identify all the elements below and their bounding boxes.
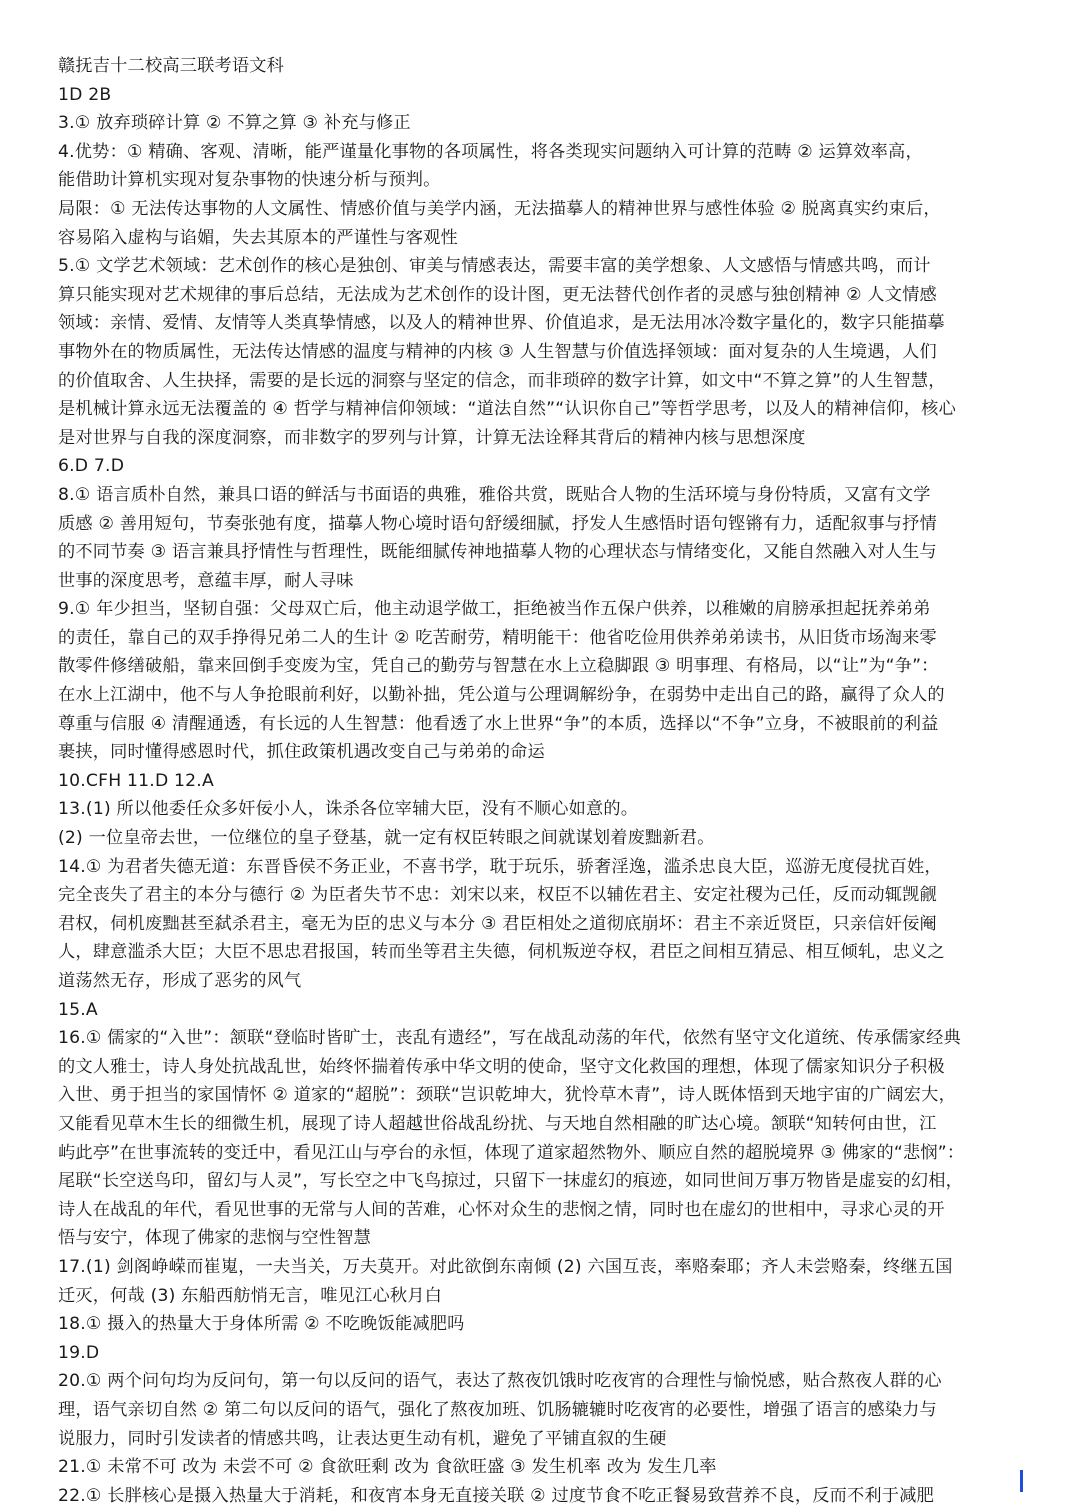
answer-line: 理，语气亲切自然 ② 第二句以反问的语气，强化了熬夜加班、饥肠辘辘时吃夜宵的必要性，增强了语言的感染力与 xyxy=(58,1399,937,1420)
answer-line: 世事的深度思考，意蕴丰厚，耐人寻味 xyxy=(58,570,354,591)
answer-line: 17.(1) 剑阁峥嵘而崔嵬，一夫当关，万夫莫开。对此欲倒东南倾 (2) 六国互丧，率赂秦耶；齐人未尝赂秦，终继五国 xyxy=(58,1256,953,1277)
answer-line: 10.CFH 11.D 12.A xyxy=(58,770,214,791)
answer-line: 容易陷入虚构与谄媚，失去其原本的严谨性与客观性 xyxy=(58,227,458,248)
answer-line: 散零件修缮破船，靠来回倒手变废为宝，凭自己的勤劳与智慧在水上立稳脚跟 ③ 明事理、有格局，以“让”为“争”： xyxy=(58,656,939,677)
answer-line: 完全丧失了君主的本分与德行 ② 为臣者失节不忠：刘宋以来，权臣不以辅佐君主、安定社稷为己任，反而动辄觊觎 xyxy=(58,885,937,906)
answer-line: 的价值取舍、人生抉择，需要的是长远的洞察与坚定的信念，而非琐碎的数字计算，如文中“不算之算”的人生智慧， xyxy=(58,370,946,391)
answer-line: 15.A xyxy=(58,999,98,1020)
answer-line: 君权，伺机废黜甚至弑杀君主，毫无为臣的忠义与本分 ③ 君臣相处之道彻底崩坏：君主不亲近贤臣，只亲信奸佞阉 xyxy=(58,913,937,934)
answer-line: 5.① 文学艺术领域：艺术创作的核心是独创、审美与情感表达，需要丰富的美学想象、人文感悟与情感共鸣，而计 xyxy=(58,256,931,277)
document-title: 赣抚吉十二校高三联考语文科 xyxy=(58,56,285,76)
answer-line: 又能看见草木生长的细微生机，展现了诗人超越世俗战乱纷扰、与天地自然相融的旷达心境。颔联“知转何由世，江 xyxy=(58,1113,937,1134)
answer-line: 在水上江湖中，他不与人争抢眼前利好，以勤补拙，凭公道与公理调解纷争，在弱势中走出自己的路，赢得了众人的 xyxy=(58,685,945,706)
answer-line: 说服力，同时引发读者的情感共鸣，让表达更生动有机，避免了平铺直叙的生硬 xyxy=(58,1428,667,1449)
answer-line: 8.① 语言质朴自然，兼具口语的鲜活与书面语的典雅，雅俗共赏，既贴合人物的生活环境与身份特质，又富有文学 xyxy=(58,484,931,505)
answer-line: 22.① 长胖核心是摄入热量大于消耗，和夜宵本身无直接关联 ② 过度节食不吃正餐易致营养不良，反而不利于减肥 xyxy=(58,1485,934,1506)
answer-line: 局限：① 无法传达事物的人文属性、情感价值与美学内涵，无法描摹人的精神世界与感性体验 ② 脱离真实约束后， xyxy=(58,198,941,219)
answer-line: 屿此亭”在世事流转的变迁中，看见江山与亭台的永恒，体现了道家超然物外、顺应自然的超脱境界 ③ 佛家的“悲悯”： xyxy=(58,1142,965,1163)
answer-line: 的不同节奏 ③ 语言兼具抒情性与哲理性，既能细腻传神地描摹人物的心理状态与情绪变化，又能自然融入对人生与 xyxy=(58,542,937,563)
answer-line: 道荡然无存，形成了恶劣的风气 xyxy=(58,971,302,991)
answer-line: 的责任，靠自己的双手挣得兄弟二人的生计 ② 吃苦耐劳，精明能干：他省吃俭用供养弟弟读书，从旧货市场淘来零 xyxy=(58,627,937,648)
answer-line: 13.(1) 所以他委任众多奸佞小人，诛杀各位宰辅大臣，没有不顺心如意的。 xyxy=(58,799,639,820)
answer-line: 悟与安宁，体现了佛家的悲悯与空性智慧 xyxy=(58,1228,371,1249)
answer-line: 4.优势：① 精确、客观、清晰，能严谨量化事物的各项属性，将各类现实问题纳入可计算的范畴 ② 运算效率高， xyxy=(58,141,923,162)
answer-line: 1D 2B xyxy=(58,84,112,105)
answer-line: 16.① 儒家的“入世”：颔联“登临时皆旷士，丧乱有遗经”，写在战乱动荡的年代，依然有坚守文化道统、传承儒家经典 xyxy=(58,1028,961,1049)
answer-line: 6.D 7.D xyxy=(58,456,125,477)
answer-line: 能借助计算机实现对复杂事物的快速分析与预判。 xyxy=(58,170,441,191)
answer-line: 的文人雅士，诗人身处抗战乱世，始终怀揣着传承中华文明的使命，坚守文化救国的理想，体现了儒家知识分子积极 xyxy=(58,1056,945,1077)
answer-line: 3.① 放弃琐碎计算 ② 不算之算 ③ 补充与修正 xyxy=(58,113,411,134)
answer-line: (2) 一位皇帝去世，一位继位的皇子登基，就一定有权臣转眼之间就谋划着废黜新君。 xyxy=(58,828,715,849)
answer-line: 20.① 两个问句均为反问句，第一句以反问的语气，表达了熬夜饥饿时吃夜宵的合理性与愉悦感，贴合熬夜人群的心 xyxy=(58,1371,942,1392)
answer-line: 19.D xyxy=(58,1342,100,1363)
answer-line: 尊重与信服 ④ 清醒通透，有长远的人生智慧：他看透了水上世界“争”的本质，选择以“不争”立身，不被眼前的利益 xyxy=(58,713,939,734)
answer-line: 21.① 未常不可 改为 未尝不可 ② 食欲旺剩 改为 食欲旺盛 ③ 发生机率 改为 发生几率 xyxy=(58,1457,717,1478)
answer-line: 是对世界与自我的深度洞察，而非数字的罗列与计算，计算无法诠释其背后的精神内核与思想深度 xyxy=(58,427,806,448)
answer-line: 裹挟，同时懂得感恩时代，抓住政策机遇改变自己与弟弟的命运 xyxy=(58,742,545,763)
answer-line: 人，肆意滥杀大臣；大臣不思忠君报国，转而坐等君主失德，伺机叛逆夺权，君臣之间相互猜忌、相互倾轧，忠义之 xyxy=(58,942,945,963)
answer-line: 迁灭，何哉 (3) 东船西舫悄无言，唯见江心秋月白 xyxy=(58,1285,443,1306)
answer-line: 尾联“长空送鸟印，留幻与人灵”，写长空之中飞鸟掠过，只留下一抹虚幻的痕迹，如同世间万事万物皆是虚妄的幻相， xyxy=(58,1171,963,1192)
answer-line: 事物外在的物质属性，无法传达情感的温度与精神的内核 ③ 人生智慧与价值选择领域：面对复杂的人生境遇，人们 xyxy=(58,341,937,362)
answer-line: 诗人在战乱的年代，看见世事的无常与人间的苦难，心怀对众生的悲悯之情，同时也在虚幻的世相中，寻求心灵的开 xyxy=(58,1199,945,1220)
answer-line: 入世、勇于担当的家国情怀 ② 道家的“超脱”：颈联“岂识乾坤大，犹怜草木青”，诗人既体悟到天地宇宙的广阔宏大， xyxy=(58,1085,956,1106)
answer-line: 算只能实现对艺术规律的事后总结，无法成为艺术创作的设计图，更无法替代创作者的灵感与独创精神 ② 人文情感 xyxy=(58,284,937,305)
answer-line: 18.① 摄入的热量大于身体所需 ② 不吃晚饭能减肥吗 xyxy=(58,1314,465,1335)
answer-line: 9.① 年少担当，坚韧自强：父母双亡后，他主动退学做工，拒绝被当作五保户供养，以稚嫩的肩膀承担起抚养弟弟 xyxy=(58,599,931,620)
answer-line: 领域：亲情、爱情、友情等人类真挚情感，以及人的精神世界、价值追求，是无法用冰冷数字量化的，数字只能描摹 xyxy=(58,313,945,334)
answer-line: 14.① 为君者失德无道：东晋昏侯不务正业，不喜书学，耽于玩乐，骄奢淫逸，滥杀忠良大臣，巡游无度侵扰百姓， xyxy=(58,856,942,877)
answer-line: 是机械计算永远无法覆盖的 ④ 哲学与精神信仰领域：“道法自然”“认识你自己”等哲学思考，以及人的精神信仰，核心 xyxy=(58,399,956,420)
text-cursor xyxy=(1020,1470,1023,1492)
answer-line: 质感 ② 善用短句，节奏张弛有度，描摹人物心境时语句舒缓细腻，抒发人生感悟时语句铿锵有力，适配叙事与抒情 xyxy=(58,513,937,534)
